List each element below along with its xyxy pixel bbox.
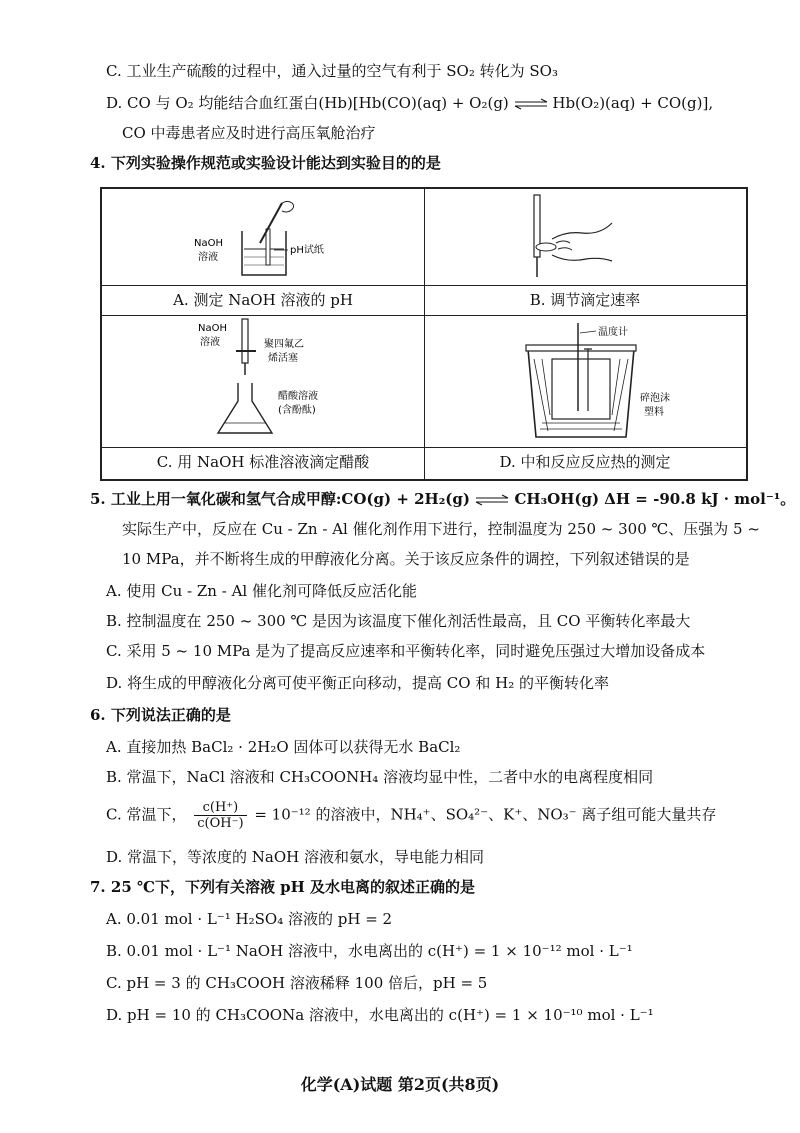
caption-a: A. 测定 NaOH 溶液的 pH [173, 291, 353, 309]
fig-a-label-1: NaOH [194, 238, 223, 249]
fig-c-label-stopcock-1: 聚四氟乙 [264, 339, 304, 350]
caption-c: C. 用 NaOH 标准溶液滴定醋酸 [156, 453, 370, 471]
fig-d-label-thermometer: 温度计 [598, 327, 628, 338]
q5-option-d: D. 将生成的甲醇液化分离可使平衡正向移动，提高 CO 和 H₂ 的平衡转化率 [106, 674, 609, 692]
q6-stem: 6. 下列说法正确的是 [90, 706, 231, 724]
fig-c-label-2: 溶液 [200, 337, 220, 348]
q6-option-d: D. 常温下，等浓度的 NaOH 溶液和氨水，导电能力相同 [106, 848, 485, 866]
q4-stem: 4. 下列实验操作规范或实验设计能达到实验目的的是 [90, 154, 441, 172]
ratio-numerator: c(H⁺) [194, 800, 246, 816]
q5-stem-left: 5. 工业上用一氧化碳和氢气合成甲醇:CO(g) + 2H₂(g) [90, 490, 470, 508]
ph-test-figure [194, 197, 344, 283]
q5-option-a: A. 使用 Cu - Zn - Al 催化剂可降低反应活化能 [106, 582, 417, 600]
q6-option-a: A. 直接加热 BaCl₂ · 2H₂O 固体可以获得无水 BaCl₂ [106, 738, 461, 756]
q7-stem: 7. 25 ℃下，下列有关溶液 pH 及水电离的叙述正确的是 [90, 878, 476, 896]
q5-stem-line-3: 10 MPa，并不断将生成的甲醇液化分离。关于该反应条件的调控，下列叙述错误的是 [122, 550, 690, 568]
fig-d-label-foam-1: 碎泡沫 [640, 393, 670, 404]
q7-option-a: A. 0.01 mol · L⁻¹ H₂SO₄ 溶液的 pH = 2 [106, 910, 393, 928]
q3-option-d-left: D. CO 与 O₂ 均能结合血红蛋白(Hb)[Hb(CO)(aq) + O₂(g) [106, 94, 509, 112]
titration-figure [198, 317, 358, 445]
equilibrium-arrow-icon [475, 494, 509, 506]
burette-figure [512, 193, 622, 283]
q7-option-d: D. pH = 10 的 CH₃COONa 溶液中，水电离出的 c(H⁺) = 1 × 10⁻¹⁰ mol · L⁻¹ [106, 1006, 654, 1024]
fig-c-label-indicator: (含酚酞) [278, 405, 316, 416]
q5-option-c: C. 采用 5 ~ 10 MPa 是为了提高反应速率和平衡转化率，同时避免压强过大增加设备成本 [106, 642, 706, 660]
ratio-denominator: c(OH⁻) [197, 816, 244, 831]
caption-d: D. 中和反应反应热的测定 [499, 453, 671, 471]
q5-stem-line-1 [90, 488, 796, 510]
page-footer: 化学(A)试题 第2页(共8页) [300, 1075, 500, 1094]
q6-option-c-suffix: = 10⁻¹² 的溶液中，NH₄⁺、SO₄²⁻、K⁺、NO₃⁻ 离子组可能大量共存 [254, 805, 717, 824]
fig-c-label-stopcock-2: 烯活塞 [268, 353, 298, 364]
fig-c-label-1: NaOH [198, 323, 227, 334]
fig-d-label-foam-2: 塑料 [644, 407, 664, 418]
concentration-ratio [194, 800, 246, 831]
fig-a-label-ph: pH试纸 [290, 245, 324, 256]
q6-option-b: B. 常温下，NaCl 溶液和 CH₃COONH₄ 溶液均显中性，二者中水的电离程度相同 [106, 768, 654, 786]
q3-option-d-cont: CO 中毒患者应及时进行高压氧舱治疗 [122, 124, 376, 142]
q3-option-d-right: Hb(O₂)(aq) + CO(g)], [552, 94, 714, 112]
fig-a-label-2: 溶液 [198, 252, 218, 263]
q5-stem-right: CH₃OH(g) ΔH = -90.8 kJ · mol⁻¹。 [514, 490, 796, 508]
q6-option-c-prefix: C. 常温下， [106, 805, 187, 824]
fig-c-label-acid: 醋酸溶液 [278, 391, 318, 402]
q6-option-c [106, 800, 740, 831]
caption-b: B. 调节滴定速率 [529, 291, 641, 309]
q7-option-b: B. 0.01 mol · L⁻¹ NaOH 溶液中，水电离出的 c(H⁺) = 1 × 10⁻¹² mol · L⁻¹ [106, 942, 633, 960]
q3-option-c: C. 工业生产硫酸的过程中，通入过量的空气有利于 SO₂ 转化为 SO₃ [106, 62, 558, 80]
q5-stem-line-2: 实际生产中，反应在 Cu - Zn - Al 催化剂作用下进行，控制温度为 250 ~ 300 ℃、压强为 5 ~ [122, 520, 760, 538]
experiment-table [100, 187, 748, 481]
q5-option-b: B. 控制温度在 250 ~ 300 ℃ 是因为该温度下催化剂活性最高，且 CO 平衡转化率最大 [106, 612, 691, 630]
q3-option-d [106, 92, 740, 114]
calorimeter-figure [522, 319, 682, 443]
equilibrium-arrow-icon [514, 98, 548, 110]
q7-option-c: C. pH = 3 的 CH₃COOH 溶液稀释 100 倍后，pH = 5 [106, 974, 488, 992]
